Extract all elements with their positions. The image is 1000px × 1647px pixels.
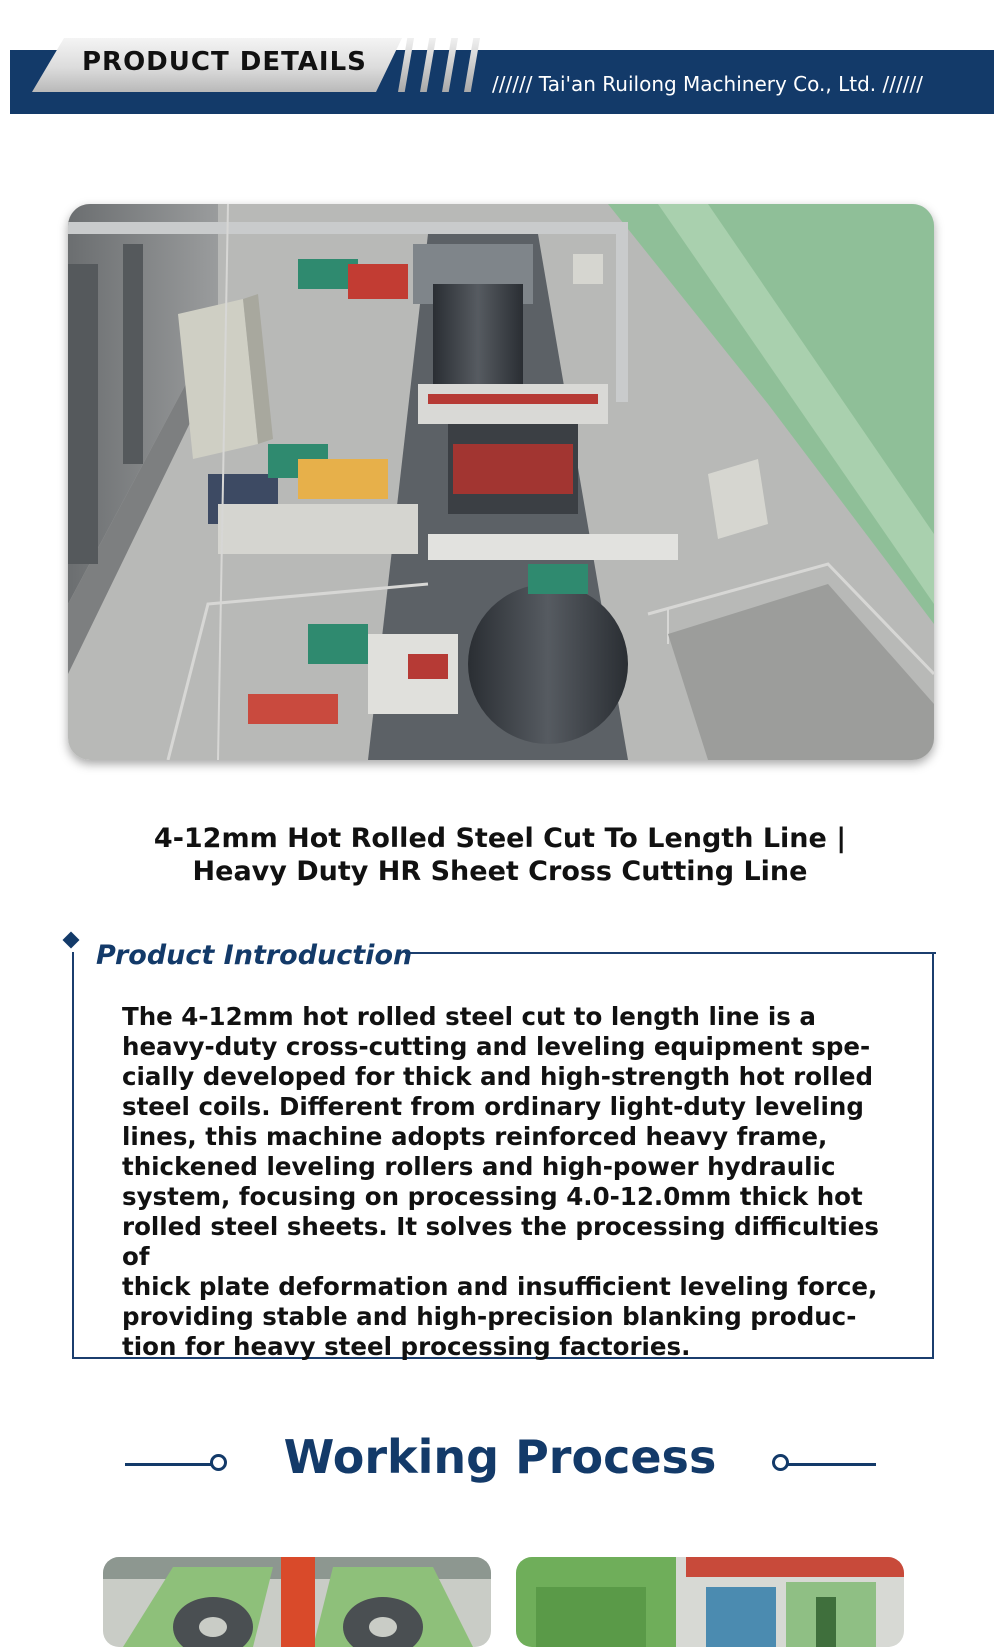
introduction-heading: Product Introduction (96, 940, 413, 971)
intro-line: The 4-12mm hot rolled steel cut to length line is a (122, 1002, 816, 1031)
process-photo-1 (103, 1557, 491, 1647)
intro-line: cially developed for thick and high-strength hot rolled (122, 1062, 874, 1091)
process-photo-2 (516, 1557, 904, 1647)
intro-line: rolled steel sheets. It solves the processing difficulties of (122, 1212, 879, 1271)
intro-line: lines, this machine adopts reinforced heavy frame, (122, 1122, 828, 1151)
process-photo-2-illustration (516, 1557, 904, 1647)
introduction-top-rule (405, 952, 936, 954)
product-title-line2: Heavy Duty HR Sheet Cross Cutting Line (192, 856, 808, 887)
page-title: PRODUCT DETAILS (82, 47, 367, 77)
product-title-line1: 4-12mm Hot Rolled Steel Cut To Length Line | (153, 823, 847, 854)
product-title (0, 822, 1000, 888)
intro-line: system, focusing on processing 4.0-12.0mm thick hot (122, 1182, 863, 1211)
intro-line: tion for heavy steel processing factories. (122, 1332, 691, 1361)
decorative-line-right (786, 1463, 876, 1466)
intro-line: thickened leveling rollers and high-power hydraulic (122, 1152, 836, 1181)
introduction-text (122, 1002, 902, 1362)
diamond-icon (63, 932, 80, 949)
company-name: ////// Tai'an Ruilong Machinery Co., Ltd. ////// (492, 72, 923, 96)
process-photo-1-illustration (103, 1557, 491, 1647)
intro-line: thick plate deformation and insufficient leveling force, (122, 1272, 878, 1301)
intro-line: steel coils. Different from ordinary light-duty leveling (122, 1092, 864, 1121)
product-photo (68, 204, 934, 760)
production-line-illustration (68, 204, 934, 760)
intro-line: heavy-duty cross-cutting and leveling equipment spe- (122, 1032, 871, 1061)
intro-line: providing stable and high-precision blanking produc- (122, 1302, 857, 1331)
working-process-title: Working Process (283, 1430, 717, 1484)
